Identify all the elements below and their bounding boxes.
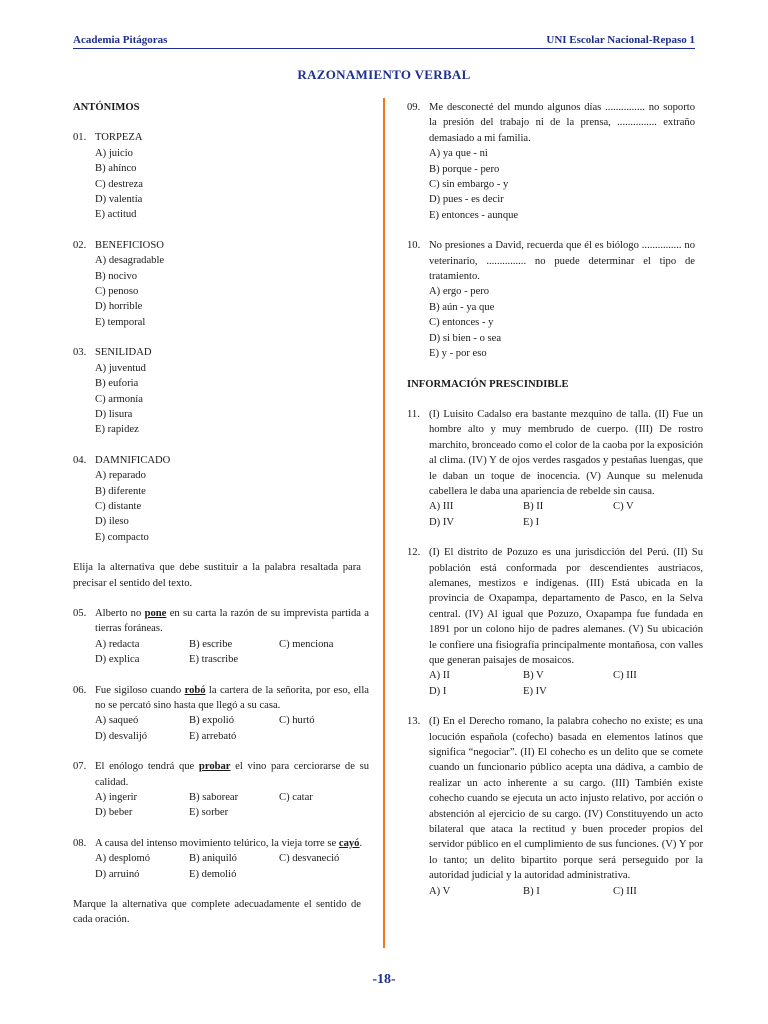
option[interactable]: A) reparado	[95, 470, 146, 482]
option[interactable]: C) sin embargo - y	[429, 179, 509, 191]
option[interactable]: B) diferente	[95, 485, 146, 497]
highlighted-word: probar	[198, 761, 231, 773]
option[interactable]: C) penoso	[95, 286, 139, 298]
option[interactable]: A) saqueó	[95, 715, 139, 727]
option[interactable]: D) ileso	[95, 516, 129, 528]
question-number: 02.	[73, 239, 87, 251]
question-number: 11.	[407, 408, 420, 420]
option[interactable]: C) distante	[95, 500, 142, 512]
option[interactable]: C) desvaneció	[279, 853, 340, 865]
question-stem	[95, 683, 369, 714]
option[interactable]: C) III	[613, 885, 637, 897]
question-number: 10.	[407, 240, 421, 252]
option[interactable]: D) arruinó	[95, 868, 140, 880]
stem-text: la cartera de la señorita, por eso, ella no se percató sino hasta que llegó a su casa.	[95, 684, 369, 711]
stem-text: en su carta la razón de su imprevista partida a tierras foráneas.	[95, 607, 369, 635]
option[interactable]: A) III	[429, 501, 454, 513]
option[interactable]: C) V	[613, 501, 634, 513]
page-number: -18-	[372, 972, 396, 987]
left-column	[73, 100, 369, 943]
options-grid	[429, 668, 703, 699]
options-grid	[429, 884, 703, 899]
option[interactable]: A) ya que - ni	[429, 148, 488, 160]
option[interactable]: D) si bien - o sea	[429, 332, 502, 344]
instruction-text: Elija la alternativa que debe sustituir a la palabra resaltada para precisar el sentido del texto.	[73, 562, 361, 589]
question-05	[73, 606, 369, 668]
option[interactable]: D) I	[429, 685, 447, 697]
instruction-text: Marque la alternativa que complete adecuadamente el sentido de cada oración.	[73, 899, 361, 926]
question-number: 12.	[407, 547, 421, 559]
stem-text: A causa del intenso movimiento telúrico, la vieja torre se	[95, 837, 339, 849]
stem-text: .	[359, 837, 363, 849]
option[interactable]: B) euforia	[95, 378, 139, 390]
option[interactable]: E) temporal	[95, 316, 146, 328]
question-09	[407, 100, 695, 223]
option[interactable]: D) explica	[95, 654, 140, 666]
section-antonimos: ANTÓNIMOS	[73, 102, 140, 113]
question-04	[73, 453, 361, 545]
question-07	[73, 759, 369, 821]
option[interactable]: B) saborear	[189, 792, 239, 804]
option[interactable]: E) compacto	[95, 531, 149, 543]
question-06	[73, 683, 369, 745]
question-10	[407, 238, 695, 361]
option[interactable]: B) expolió	[189, 715, 235, 727]
question-stem	[95, 606, 369, 637]
option[interactable]: B) II	[523, 501, 544, 513]
question-stem: (I) Luisito Cadalso era bastante mezquino de talla. (II) Fue un hombre alto y muy membrudo de cuerpo. (III) De rostro marchito, bronceado como el color de la caoba por la exposición al clima. (IV) Y de ojos verdes rasgados y pestañas luengas, que le daban un toque de inocencia. (V) Aunque su melenuda cabellera le daba una apariencia de rebelde sin causa.	[429, 408, 703, 497]
question-08	[73, 836, 361, 882]
question-word: BENEFICIOSO	[95, 239, 164, 251]
option[interactable]: D) lisura	[95, 408, 133, 420]
page-title: RAZONAMIENTO VERBAL	[297, 67, 471, 82]
question-number: 04.	[73, 454, 87, 466]
question-number: 13.	[407, 716, 421, 728]
question-stem: (I) El distrito de Pozuzo es una jurisdicción del Perú. (II) Su población está conformada por descendientes austriacos, alemanes, mestizos e indígenas. (III) Está ubicada en la provincia de Oxapampa, departamento de Pasco, en la Selva central. (IV) Al igual que Pozuzo, Oxapampa fue fundada en 1891 por un colono hijo de padres alemanes. (V) Su ubicación le confiere una fisiografía principalmente montañosa, con valles que generan paisajes de mosaicos.	[429, 547, 703, 666]
header-course: UNI Escolar Nacional-Repaso 1	[546, 34, 695, 46]
question-stem: No presiones a David, recuerda que él es biólogo ............... no veterinario, ............... no puede determinar el tipo de tratamiento.	[429, 240, 695, 283]
stem-text: el vino para cerciorarse de su calidad.	[95, 761, 369, 788]
question-number: 06.	[73, 684, 87, 696]
section-informacion-prescindible: INFORMACIÓN PRESCINDIBLE	[407, 378, 569, 390]
option[interactable]: A) desagradable	[95, 255, 165, 267]
question-11	[407, 407, 703, 530]
option[interactable]: C) hurtó	[279, 715, 315, 727]
option[interactable]: E) actitud	[95, 209, 137, 221]
option[interactable]: E) rapidez	[95, 424, 139, 436]
option[interactable]: B) ahínco	[95, 163, 137, 175]
option[interactable]: D) pues - es decir	[429, 194, 504, 206]
stem-text: Alberto no	[95, 607, 145, 619]
option[interactable]: B) V	[523, 670, 544, 682]
option[interactable]: A) ingerir	[95, 792, 138, 804]
option[interactable]: D) IV	[429, 516, 455, 528]
option[interactable]: E) IV	[523, 685, 547, 697]
question-number: 09.	[407, 102, 421, 113]
question-stem	[95, 836, 369, 851]
question-number: 03.	[73, 347, 87, 359]
question-number: 05.	[73, 607, 87, 619]
option[interactable]: A) desplomó	[95, 853, 151, 865]
option[interactable]: A) II	[429, 670, 450, 682]
option[interactable]: D) horrible	[95, 301, 143, 313]
option[interactable]: C) III	[613, 670, 637, 682]
option[interactable]: E) y - por eso	[429, 348, 487, 360]
options-grid	[429, 499, 703, 530]
stem-text: El enólogo tendrá que	[95, 761, 199, 773]
question-stem: (I) En el Derecho romano, la palabra cohecho no existe; es una locución española (cofecho) basada en elementos latinos que significa “negociar”. (II) El cohecho es un delito que se comete cuando un funcionario público acepta una dádiva, a cambio de realizar un acto inherente a su cargo. (III) También existe cohecho cuando se ejecuta un acto injusto relativo, por acción o abstención al ejercicio de su cargo. (IV) Constituyendo un acto bilateral que ataca la rectitud y buen proceder propios del servidor público en el cumplimiento de sus funciones. (V) Y por lo tanto; un delito bipartito porque será perseguido por la autoridad judicial y la autoridad administrativa.	[429, 716, 703, 882]
header-academy: Academia Pitágoras	[73, 34, 168, 46]
options-grid	[95, 713, 369, 744]
question-number: 08.	[73, 837, 87, 849]
option[interactable]: D) desvalijó	[95, 730, 148, 742]
option[interactable]: E) trascribe	[189, 654, 239, 666]
option[interactable]: D) beber	[95, 807, 133, 819]
option[interactable]: E) I	[523, 516, 540, 528]
highlighted-word: robó	[184, 684, 206, 696]
option[interactable]: B) porque - pero	[429, 163, 500, 175]
question-word: TORPEZA	[95, 132, 143, 144]
question-stem	[95, 759, 369, 790]
question-12	[407, 545, 703, 699]
stem-text: Fue sigiloso cuando	[95, 684, 185, 696]
option[interactable]: E) entonces - aunque	[429, 209, 519, 221]
option[interactable]: A) juventud	[95, 362, 146, 374]
right-column	[407, 100, 703, 899]
highlighted-word: pone	[144, 607, 167, 619]
column-divider	[383, 98, 385, 948]
question-02	[73, 238, 361, 330]
option[interactable]: B) aún - ya que	[429, 301, 495, 313]
option[interactable]: C) catar	[279, 792, 313, 804]
question-number: 07.	[73, 761, 87, 773]
question-word: DAMNIFICADO	[95, 454, 171, 466]
option[interactable]: B) aniquiló	[189, 853, 237, 865]
option[interactable]: D) valentía	[95, 194, 143, 206]
question-number: 01.	[73, 132, 87, 144]
highlighted-word: cayó	[338, 837, 360, 849]
question-word: SENILIDAD	[95, 347, 152, 359]
option[interactable]: C) menciona	[279, 638, 334, 650]
options-grid	[95, 790, 369, 821]
option[interactable]: B) I	[523, 885, 540, 897]
option[interactable]: A) V	[429, 885, 451, 897]
options-grid	[95, 851, 369, 882]
question-03	[73, 345, 361, 437]
option[interactable]: A) juicio	[95, 147, 133, 159]
option[interactable]: A) ergo - pero	[429, 286, 490, 298]
option[interactable]: E) demolió	[189, 868, 237, 880]
options-grid	[95, 637, 369, 668]
option[interactable]: C) entonces - y	[429, 317, 494, 329]
question-13	[407, 714, 703, 899]
option[interactable]: C) destreza	[95, 178, 143, 190]
question-stem: Me desconecté del mundo algunos días ............... no soporto la presión del trabajo ni de la prensa, ............... extraño demasiado a mi familia.	[429, 102, 695, 144]
option[interactable]: C) armonía	[95, 393, 143, 405]
option[interactable]: B) escribe	[189, 638, 233, 650]
option[interactable]: E) arrebató	[189, 730, 237, 742]
option[interactable]: E) sorber	[189, 807, 229, 819]
header-rule	[73, 48, 695, 49]
option[interactable]: B) nocivo	[95, 270, 138, 282]
option[interactable]: A) redacta	[95, 638, 140, 650]
question-01	[73, 130, 361, 222]
